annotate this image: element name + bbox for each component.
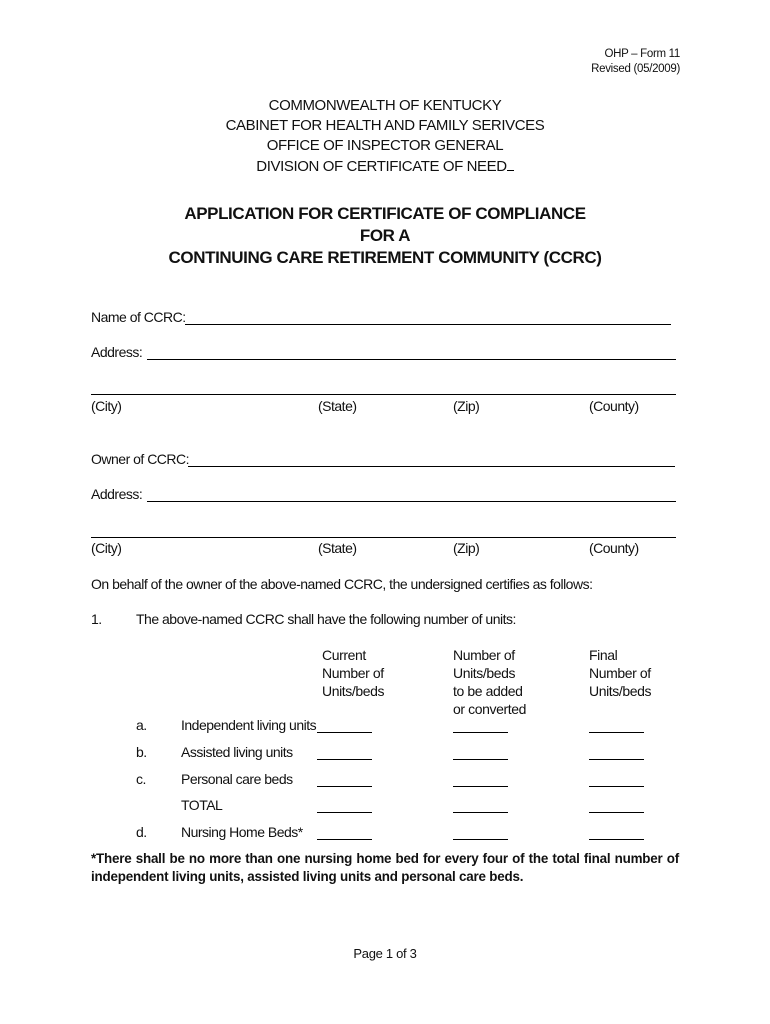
certification-intro: On behalf of the owner of the above-named CCRC, the undersigned certifies as follows:: [91, 576, 593, 592]
row-a-final-field[interactable]: [589, 732, 644, 733]
row-c-letter: c.: [136, 771, 146, 787]
row-total-added-field[interactable]: [453, 812, 508, 813]
page-number: Page 1 of 3: [353, 946, 417, 961]
row-c-current-field[interactable]: [317, 786, 372, 787]
document-title: [0, 203, 770, 269]
revised-date: Revised (05/2009): [591, 63, 680, 75]
column-added: Number of Units/beds to be added or converted: [453, 647, 527, 717]
ccrc-state-caption: (State): [318, 398, 357, 414]
row-d-label: Nursing Home Beds*: [181, 824, 303, 840]
ccrc-zip-caption: (Zip): [453, 398, 480, 414]
ccrc-name-label: Name of CCRC:: [91, 309, 186, 325]
owner-state-caption: (State): [318, 540, 357, 556]
form-identifier: [591, 47, 680, 77]
owner-name-field[interactable]: [188, 466, 675, 467]
row-d-letter: d.: [136, 824, 147, 840]
row-a-label: Independent living units: [181, 717, 317, 733]
owner-address-field[interactable]: [147, 501, 676, 502]
owner-location-field[interactable]: [91, 537, 676, 538]
owner-zip-caption: (Zip): [453, 540, 480, 556]
row-c-final-field[interactable]: [589, 786, 644, 787]
ccrc-address-field[interactable]: [147, 359, 676, 360]
title-line-1: APPLICATION FOR CERTIFICATE OF COMPLIANCE: [184, 204, 586, 223]
owner-address-label: Address:: [91, 486, 143, 502]
row-a-letter: a.: [136, 717, 147, 733]
row-d-final-field[interactable]: [589, 839, 644, 840]
owner-county-caption: (County): [589, 540, 639, 556]
agency-line-2: CABINET FOR HEALTH AND FAMILY SERIVCES: [225, 117, 545, 134]
row-b-final-field[interactable]: [589, 759, 644, 760]
row-b-letter: b.: [136, 744, 147, 760]
agency-heading: [0, 96, 770, 176]
row-c-added-field[interactable]: [453, 786, 508, 787]
owner-city-caption: (City): [91, 540, 122, 556]
row-total-final-field[interactable]: [589, 812, 644, 813]
row-total-current-field[interactable]: [317, 812, 372, 813]
row-a-added-field[interactable]: [453, 732, 508, 733]
title-line-3: CONTINUING CARE RETIREMENT COMMUNITY (CCRC): [168, 248, 602, 267]
ccrc-city-caption: (City): [91, 398, 122, 414]
column-current: Current Number of Units/beds: [322, 647, 385, 699]
row-total-label: TOTAL: [181, 797, 223, 813]
row-a-current-field[interactable]: [317, 732, 372, 733]
row-b-label: Assisted living units: [181, 744, 293, 760]
item-1-text: The above-named CCRC shall have the following number of units:: [136, 611, 516, 627]
title-line-2: FOR A: [359, 226, 411, 245]
nursing-bed-footnote: *There shall be no more than one nursing home bed for every four of the total final number of independent living units, assisted living units and personal care beds.: [91, 851, 679, 884]
ccrc-county-caption: (County): [589, 398, 639, 414]
agency-line-1: COMMONWEALTH OF KENTUCKY: [268, 97, 502, 114]
row-b-added-field[interactable]: [453, 759, 508, 760]
ccrc-address-label: Address:: [91, 344, 143, 360]
row-c-label: Personal care beds: [181, 771, 293, 787]
owner-name-label: Owner of CCRC:: [91, 451, 190, 467]
agency-line-3: OFFICE OF INSPECTOR GENERAL: [266, 137, 504, 154]
ccrc-location-field[interactable]: [91, 394, 676, 395]
form-number: OHP – Form 11: [604, 48, 680, 60]
column-final: Final Number of Units/beds: [589, 647, 652, 699]
row-d-current-field[interactable]: [317, 839, 372, 840]
row-b-current-field[interactable]: [317, 759, 372, 760]
agency-line-4: DIVISION OF CERTIFICATE OF NEED: [0, 156, 770, 176]
ccrc-name-field[interactable]: [185, 324, 671, 325]
row-d-added-field[interactable]: [453, 839, 508, 840]
item-1-number: 1.: [91, 611, 102, 627]
